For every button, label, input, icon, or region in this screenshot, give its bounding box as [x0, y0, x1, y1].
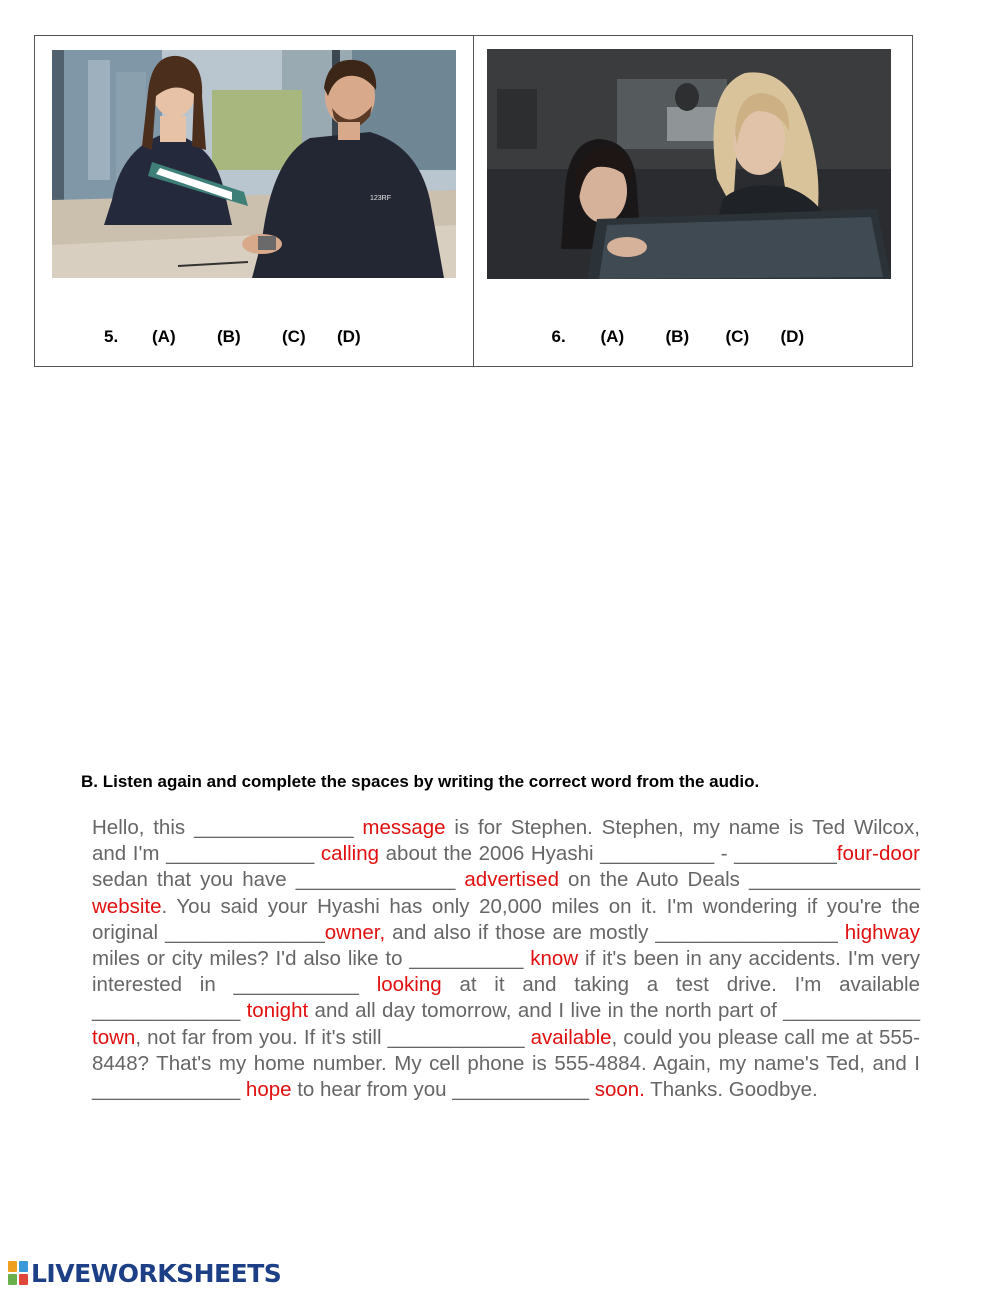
passage-text: Hello, this ______________ [92, 816, 363, 839]
svg-text:123RF: 123RF [370, 195, 392, 202]
answer-word: know [530, 947, 579, 971]
answer-word: available [530, 1025, 612, 1049]
passage-text: and also if those are mostly ________________ [385, 920, 845, 944]
option-a[interactable]: (A) [600, 327, 625, 346]
passage-text: if it's been in any accidents. I'm very interested in ___________ [92, 947, 920, 997]
answer-word: highway [844, 920, 920, 944]
section-b-instruction: B. Listen again and complete the spaces by writing the correct word from the audio. [81, 772, 760, 791]
option-c[interactable]: (C) [282, 327, 306, 346]
answer-word: tonight [246, 999, 309, 1023]
question-cell-5 [35, 36, 474, 366]
answer-word: town [92, 1025, 136, 1049]
option-b[interactable]: (B) [665, 327, 690, 346]
question-table [34, 35, 913, 367]
passage-text: Thanks. Goodbye. [644, 1078, 818, 1102]
question-cell-6 [474, 36, 913, 366]
answer-word: soon. [594, 1078, 645, 1102]
option-a[interactable]: (A) [152, 327, 176, 346]
answer-word: four-door [836, 842, 920, 866]
passage-text: is for Stephen. Stephen, my name is Ted Wilcox, and I'm _____________ [92, 816, 921, 866]
answer-word: advertised [464, 868, 559, 892]
question-number: 5. [104, 327, 119, 346]
passage-text: at it and taking a test drive. I'm available _____________ [92, 973, 920, 1023]
passage-text: , not far from you. If it's still ____________ [135, 1025, 531, 1049]
option-d[interactable]: (D) [337, 327, 361, 346]
answer-word: owner, [324, 920, 386, 944]
answer-word: calling [320, 842, 380, 866]
question-number: 6. [551, 327, 566, 346]
fill-in-passage [92, 815, 920, 1103]
passage-text: on the Auto Deals _______________ [559, 868, 920, 892]
option-b[interactable]: (B) [217, 327, 241, 346]
answer-word: hope [245, 1078, 292, 1102]
computer-users-photo [487, 49, 891, 279]
logo-mark-icon [8, 1261, 28, 1285]
passage-text: and all day tomorrow, and I live in the north part of ____________ [308, 999, 920, 1023]
liveworksheets-logo [8, 1258, 281, 1288]
office-meeting-photo [52, 50, 456, 278]
answer-word: website [92, 894, 162, 918]
option-d[interactable]: (D) [780, 327, 805, 346]
passage-text: about the 2006 Hyashi __________ - _________ [379, 842, 837, 866]
answer-word: message [362, 816, 446, 839]
answer-word: looking [376, 973, 442, 997]
passage-text: , could you please call me at 555-8448? That's my home number. My cell phone is 555-4884. Again, my name's Ted, and I _____________ [92, 1025, 920, 1102]
option-c[interactable]: (C) [725, 327, 750, 346]
passage-text: to hear from you ____________ [291, 1078, 595, 1102]
passage-text: . You said your Hyashi has only 20,000 miles on it. I'm wondering if you're the original ______________ [92, 894, 920, 944]
passage-text: miles or city miles? I'd also like to __________ [92, 947, 531, 971]
logo-text: LIVEWORKSHEETS [31, 1258, 282, 1288]
passage-text: sedan that you have ______________ [92, 868, 465, 892]
